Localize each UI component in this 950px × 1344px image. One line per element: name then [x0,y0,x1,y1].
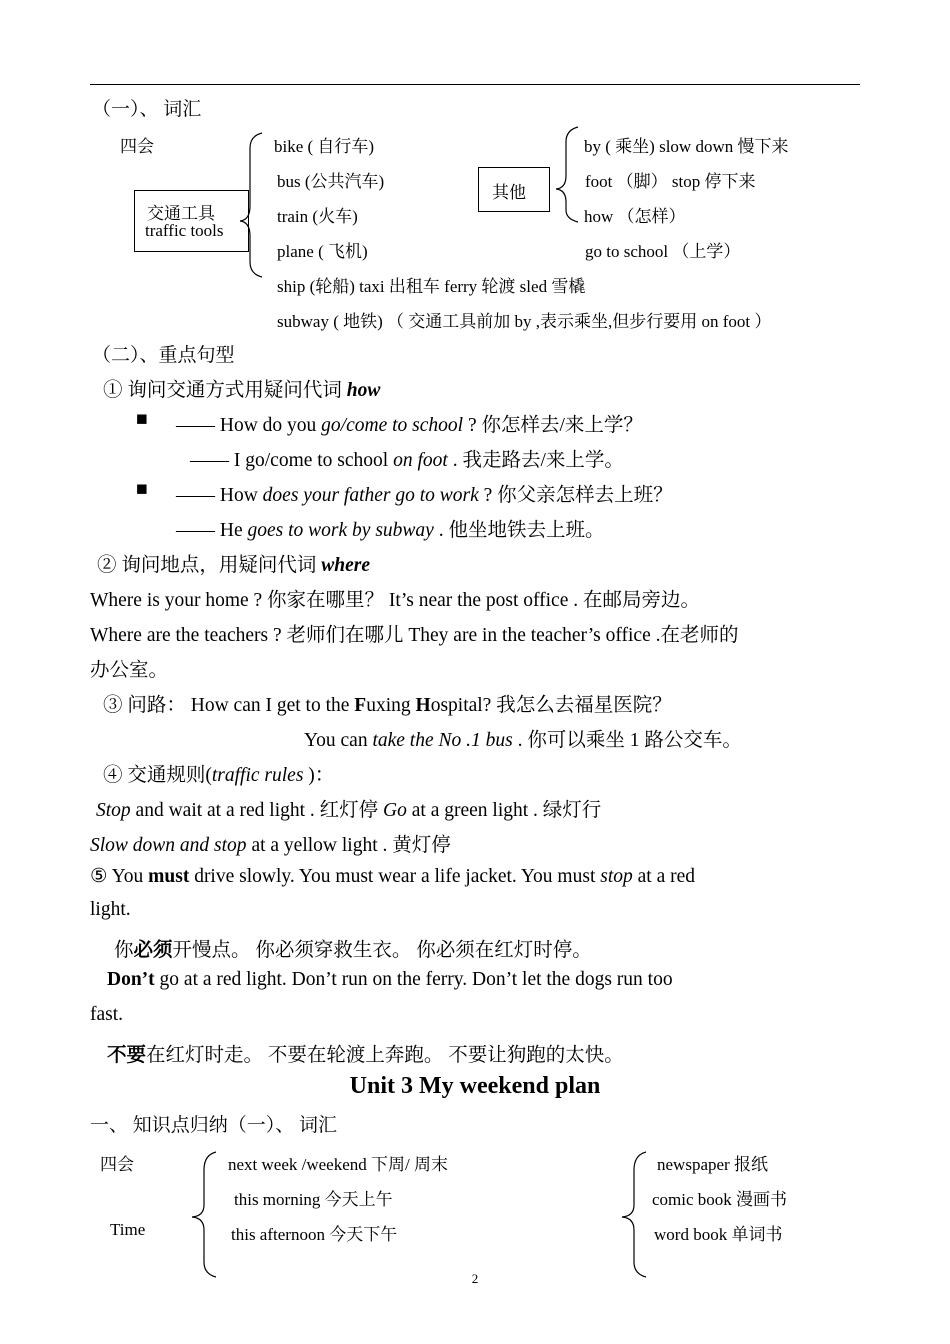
text-line: light. [90,899,131,920]
section-heading-sentences: （二）、重点句型 [92,345,235,366]
vocab-item: bike ( 自行车) [274,137,375,156]
vocab-item: by ( 乘坐) slow down 慢下来 [584,137,789,156]
vocab-item: newspaper 报纸 [657,1155,768,1174]
vocab-item: ship (轮船) taxi 出租车 ferry 轮渡 sled 雪橇 [277,277,586,296]
sihui-label: 四会 [120,137,154,156]
page-number: 2 [471,1271,479,1286]
dont-line: Don’t go at a red light. Don’t run on the ferry. Don’t let the dogs run too [107,969,673,990]
vocab-item: next week /weekend 下周/ 周末 [228,1155,448,1174]
vocab-item: this morning 今天上午 [234,1190,393,1209]
others-box-label: 其他 [492,183,526,202]
box-label-cn: 交通工具 [147,204,215,223]
text-line: 办公室。 [90,660,169,681]
rule-line: Slow down and stop at a yellow light . 黄灯停 [90,835,451,856]
point-4-title: ④ 交通规则(traffic rules )： [103,765,335,786]
vocab-item: subway ( 地铁) （ 交通工具前加 by ,表示乘坐,但步行要用 on foot ） [277,312,772,331]
text-line: Where is your home ? 你家在哪里？ It’s near the post office . 在邮局旁边。 [90,590,700,611]
box-label-en: traffic tools [145,221,224,240]
buyao-line: 不要在红灯时走。 不要在轮渡上奔跑。 不要让狗跑的太快。 [107,1045,624,1066]
point-2-title: ② 询问地点，用疑问代词 where [97,555,371,576]
vocab-item: comic book 漫画书 [652,1190,788,1209]
point-5-cn: 你必须开慢点。 你必须穿救生衣。 你必须在红灯时停。 [114,940,592,961]
dialog-a1: —— I go/come to school on foot . 我走路去/来上学。 [190,450,624,471]
rule-line: Stop and wait at a red light . 红灯停 Go at a green light . 绿灯行 [96,800,602,821]
dialog-a2: —— He goes to work by subway . 他坐地铁去上班。 [176,520,605,541]
vocab-item: this afternoon 今天下午 [231,1225,398,1244]
vocab-item: plane ( 飞机) [277,242,368,261]
vocab-item: train (火车) [277,207,358,226]
text-line: Where are the teachers ? 老师们在哪儿 They are in the teacher’s office .在老师的 [90,625,739,646]
text-line: fast. [90,1004,124,1025]
section-heading-vocab: （一）、 词汇 [92,99,202,120]
bullet-square-icon: ■ [136,479,148,500]
point-5-line: ⑤ You must drive slowly. You must wear a life jacket. You must stop at a red [90,866,696,887]
point-1-title: ① 询问交通方式用疑问代词 how [103,380,381,401]
vocab-item: word book 单词书 [654,1225,783,1244]
time-label: Time [110,1220,146,1239]
unit-subheading: 一、 知识点归纳（一）、 词汇 [90,1115,338,1136]
vocab-item: go to school （上学） [585,242,741,261]
bullet-square-icon: ■ [136,409,148,430]
vocab-item: foot （脚） stop 停下来 [585,172,756,191]
sihui-label: 四会 [100,1155,134,1174]
point-3-answer: You can take the No .1 bus . 你可以乘坐 1 路公交车。 [304,730,742,751]
point-3-line: ③ 问路： How can I get to the Fuxing Hospital? 我怎么去福星医院？ [103,695,672,716]
vocab-item: how （怎样） [584,207,686,226]
dialog-q1: —— How do you go/come to school ? 你怎样去/来上学？ [176,415,643,436]
dialog-q2: —— How does your father go to work ? 你父亲怎样去上班？ [176,485,673,506]
unit-title: Unit 3 My weekend plan [349,1073,601,1099]
vocab-item: bus (公共汽车) [277,172,385,191]
